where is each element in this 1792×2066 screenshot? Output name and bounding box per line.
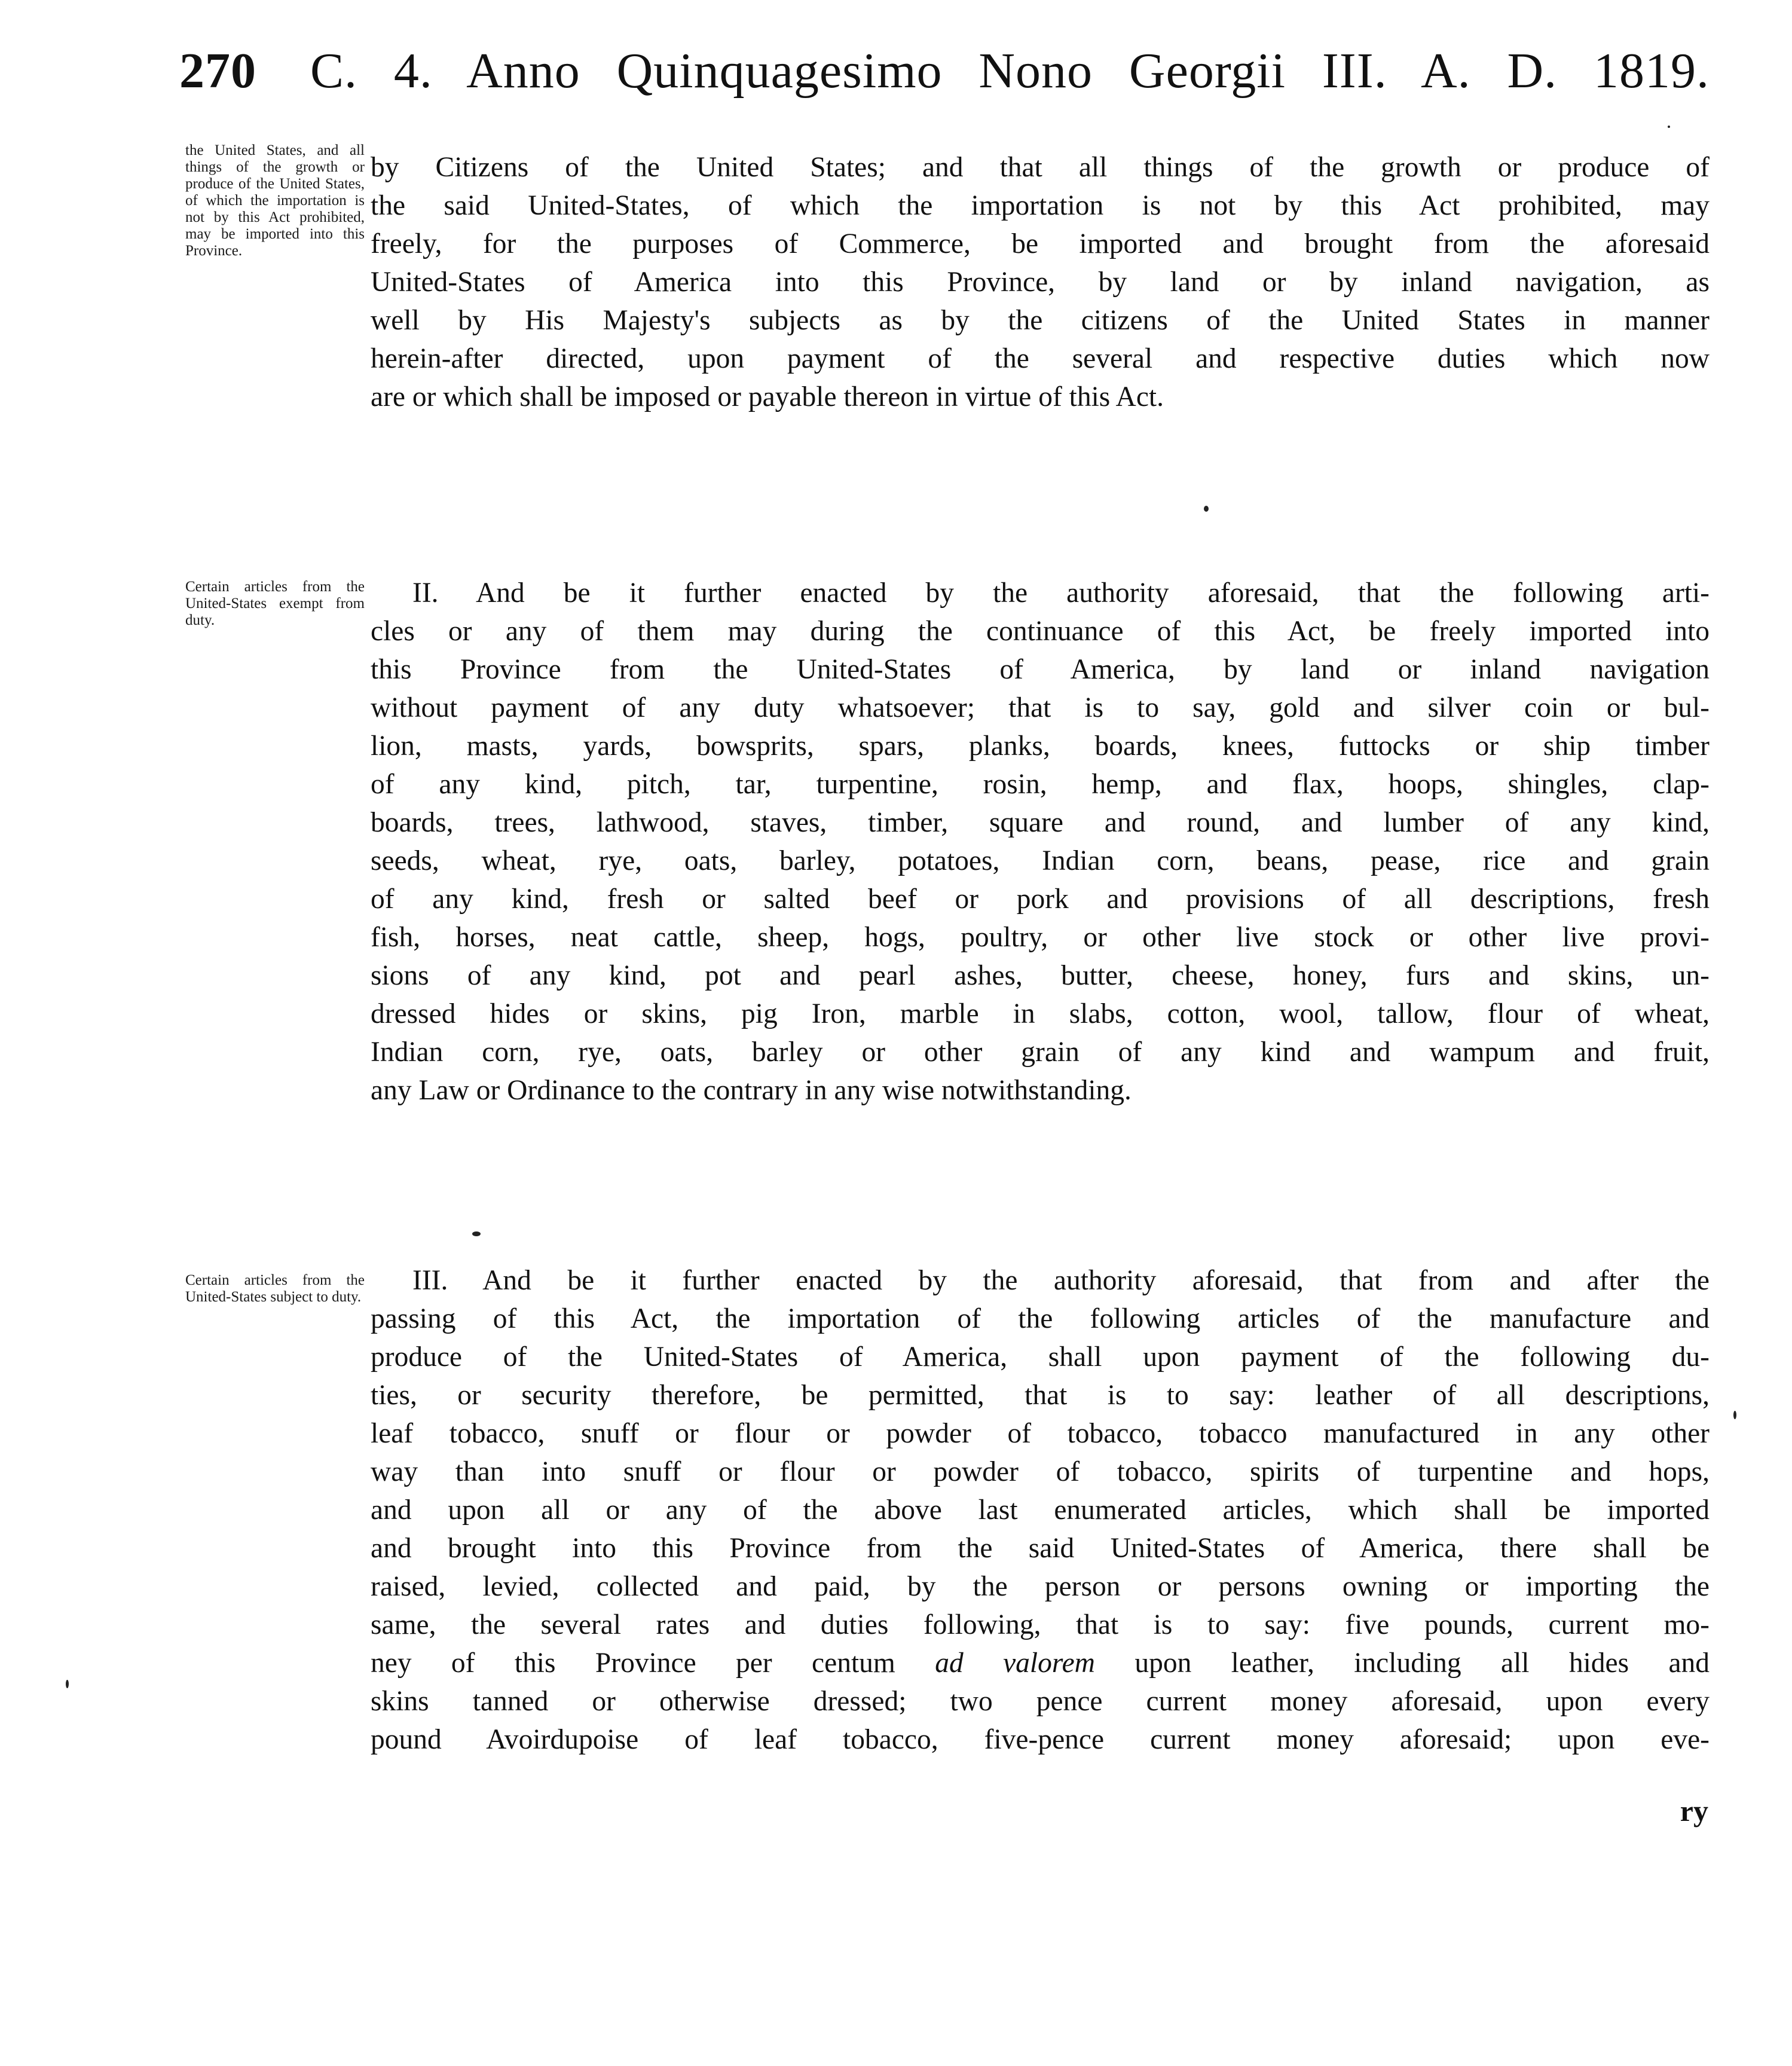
- text-line: of any kind, pitch, tar, turpentine, rosin, hemp, and flax, hoops, shingles, clap-: [371, 769, 1710, 800]
- text-line: ties, or security therefore, be permitted, that is to say: leather of all descriptions,: [371, 1380, 1710, 1411]
- section-continuation: [371, 148, 1710, 416]
- page-number: 270: [179, 43, 256, 99]
- text-fragment: ney of this Province per centum: [371, 1648, 895, 1679]
- text-line: any Law or Ordinance to the contrary in any wise notwithstanding.: [371, 1075, 1132, 1106]
- text-line: herein-after directed, upon payment of the several and respective duties which now: [371, 343, 1710, 374]
- text-line: cles or any of them may during the continuance of this Act, be freely imported into: [371, 616, 1710, 647]
- text-line: Indian corn, rye, oats, barley or other grain of any kind and wampum and fruit,: [371, 1037, 1710, 1068]
- text-line: of any kind, fresh or salted beef or pork and provisions of all descriptions, fresh: [371, 884, 1710, 915]
- text-line-with-italic: [371, 1644, 1710, 1682]
- text-line: boards, trees, lathwood, staves, timber, square and round, and lumber of any kind,: [371, 807, 1710, 838]
- text-line: lion, masts, yards, bowsprits, spars, planks, boards, knees, futtocks or ship timber: [371, 731, 1710, 762]
- text-line: raised, levied, collected and paid, by the person or persons owning or importing the: [371, 1571, 1710, 1602]
- section-ii: [371, 574, 1710, 1110]
- scan-speck: [66, 1680, 69, 1688]
- page-header: [179, 42, 1710, 114]
- running-head: C. 4. Anno Quinquagesimo Nono Georgii III. A. D. 1819.: [310, 43, 1710, 99]
- scan-speck: [1668, 126, 1670, 128]
- text-line: skins tanned or otherwise dressed; two pence current money aforesaid, upon every: [371, 1686, 1710, 1717]
- text-line: produce of the United-States of America, shall upon payment of the following du-: [371, 1341, 1710, 1373]
- text-line: leaf tobacco, snuff or flour or powder of tobacco, tobacco manufactured in any other: [371, 1418, 1710, 1449]
- text-line: seeds, wheat, rye, oats, barley, potatoes, Indian corn, beans, pease, rice and grain: [371, 845, 1710, 876]
- text-line: and upon all or any of the above last enumerated articles, which shall be imported: [371, 1495, 1710, 1526]
- text-line: by Citizens of the United States; and that all things of the growth or produce of: [371, 152, 1710, 183]
- text-line: dressed hides or skins, pig Iron, marble in slabs, cotton, wool, tallow, flour of wheat,: [371, 998, 1710, 1029]
- text-fragment: upon leather, including all hides and: [1134, 1648, 1710, 1679]
- scan-speck: [1204, 506, 1209, 512]
- text-line: III. And be it further enacted by the authority aforesaid, that from and after the: [412, 1265, 1710, 1296]
- text-line: way than into snuff or flour or powder of tobacco, spirits of turpentine and hops,: [371, 1456, 1710, 1487]
- scan-speck: [1733, 1411, 1736, 1419]
- text-line: the said United-States, of which the importation is not by this Act prohibited, may: [371, 190, 1710, 221]
- text-line: are or which shall be imposed or payable thereon in virtue of this Act.: [371, 381, 1164, 412]
- text-line: II. And be it further enacted by the authority aforesaid, that the following arti-: [412, 577, 1710, 609]
- text-line: pound Avoirdupoise of leaf tobacco, five-pence current money aforesaid; upon eve-: [371, 1724, 1710, 1755]
- text-line: fish, horses, neat cattle, sheep, hogs, poultry, or other live stock or other live provi-: [371, 922, 1710, 953]
- text-line: sions of any kind, pot and pearl ashes, butter, cheese, honey, furs and skins, un-: [371, 960, 1710, 991]
- text-line: without payment of any duty whatsoever; that is to say, gold and silver coin or bul-: [371, 692, 1710, 723]
- marginal-note-2: Certain articles from the United-States exempt from duty.: [185, 579, 365, 628]
- text-line: passing of this Act, the importation of the following articles of the manufacture and: [371, 1303, 1710, 1334]
- text-line: well by His Majesty's subjects as by the citizens of the United States in manner: [371, 305, 1710, 336]
- italic-phrase: ad valorem: [935, 1648, 1095, 1679]
- marginal-note-3: Certain articles from the United-States subject to duty.: [185, 1272, 365, 1305]
- text-line: same, the several rates and duties following, that is to say: five pounds, current mo-: [371, 1609, 1710, 1640]
- scan-speck: [472, 1231, 481, 1236]
- text-line: freely, for the purposes of Commerce, be imported and brought from the aforesaid: [371, 228, 1710, 259]
- catchword: ry: [1680, 1794, 1708, 1827]
- text-line: United-States of America into this Province, by land or by inland navigation, as: [371, 267, 1710, 298]
- marginal-note-1: the United States, and all things of the growth or produce of the United States, of which the importation is not by this Act prohibited, may be imported into this Province.: [185, 142, 365, 259]
- text-line: and brought into this Province from the said United-States of America, there shall be: [371, 1533, 1710, 1564]
- section-iii: [371, 1261, 1710, 1759]
- text-line: this Province from the United-States of America, by land or inland navigation: [371, 654, 1710, 685]
